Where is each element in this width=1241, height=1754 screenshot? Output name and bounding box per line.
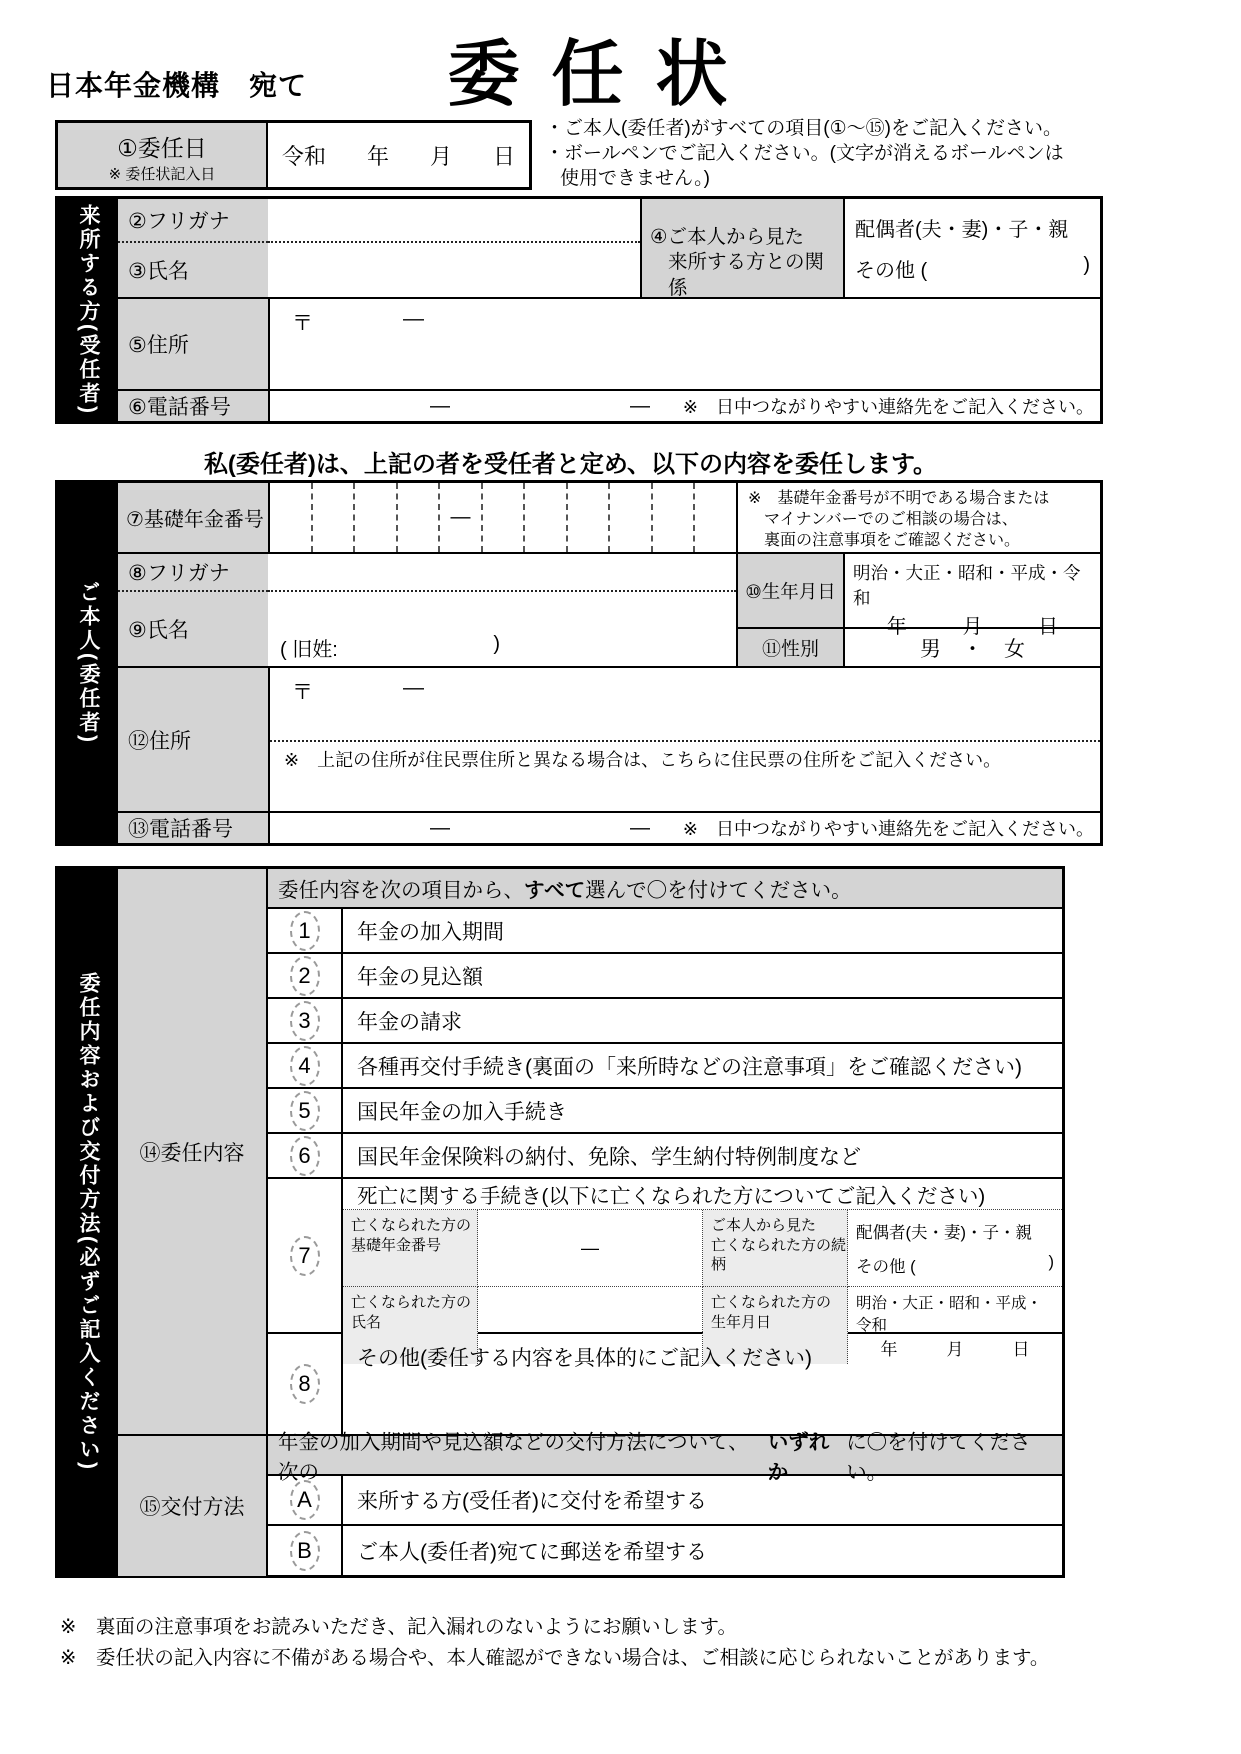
option-a-letter: A xyxy=(290,1480,320,1520)
label-line: 亡くなられた方の続柄 xyxy=(711,1236,847,1273)
delegation-item-8 xyxy=(268,1334,1062,1434)
addressee-label: 日本年金機構 宛て xyxy=(46,70,308,101)
label-line: 生年月日 xyxy=(711,1313,772,1331)
item-5-number: 5 xyxy=(290,1091,320,1131)
delivery-option-b xyxy=(268,1526,1062,1576)
option-b-circle-target[interactable] xyxy=(268,1526,343,1576)
principal-furigana-label: ⑧フリガナ xyxy=(118,554,268,592)
principal-phone-note: ※ 日中つながりやすい連絡先をご記入ください。 xyxy=(682,819,1094,839)
visitor-phone-label: ⑥電話番号 xyxy=(118,391,268,421)
principal-section-side-label: ご本人(委任者) xyxy=(77,581,100,745)
year-unit: 年 xyxy=(366,143,389,169)
pension-digit-cell[interactable] xyxy=(355,483,398,552)
delivery-method-label: ⑮交付方法 xyxy=(118,1436,268,1576)
pension-dash-cell: — xyxy=(440,483,483,552)
fill-instructions xyxy=(545,116,1115,191)
principal-pension-number-input xyxy=(268,483,738,552)
item-7-title: 死亡に関する手続き(以下に亡くなられた方についてご記入ください) xyxy=(357,1185,986,1208)
phone-dash: — xyxy=(430,816,450,839)
other-prefix: その他 ( xyxy=(855,260,928,282)
delegation-date-label-sub: ※ 委任状記入日 xyxy=(108,166,216,183)
deceased-pension-label xyxy=(343,1210,478,1287)
principal-section-sidebar xyxy=(58,483,118,843)
item-7-number: 7 xyxy=(290,1236,320,1276)
visitor-name-label: ③氏名 xyxy=(128,260,189,283)
instruction-line: ・ボールペンでご記入ください。(文字が消えるボールペンは xyxy=(545,143,1064,165)
delegation-section-sidebar xyxy=(58,869,118,1575)
item-8-circle-target[interactable] xyxy=(268,1334,343,1434)
item-3-circle-target[interactable] xyxy=(268,999,343,1042)
item-6-circle-target[interactable] xyxy=(268,1134,343,1177)
visitor-address-label: ⑤住所 xyxy=(118,299,268,389)
item-1-text: 年金の加入期間 xyxy=(357,920,504,944)
footer-note-line: ※ 裏面の注意事項をお読みいただき、記入漏れのないようにお願いします。 xyxy=(60,1616,737,1638)
delegation-date-input[interactable] xyxy=(268,123,529,187)
delivery-method-group xyxy=(118,1431,1062,1576)
delegation-item-1 xyxy=(268,909,1062,954)
visitor-address-row xyxy=(118,299,1100,391)
label-line: 亡くなられた方の xyxy=(351,1294,472,1311)
item-2-circle-target[interactable] xyxy=(268,954,343,997)
day-unit: 日 xyxy=(492,143,515,169)
option-b-letter: B xyxy=(290,1531,320,1571)
principal-gender-options[interactable]: 男 ・ 女 xyxy=(920,637,1025,661)
delegation-section xyxy=(55,866,1065,1578)
delegation-item-2 xyxy=(268,954,1062,999)
option-b-text: ご本人(委任者)宛てに郵送を希望する xyxy=(357,1541,707,1564)
visitor-section-sidebar xyxy=(58,199,118,421)
item-4-text: 各種再交付手続き(裏面の「来所時などの注意事項」をご確認ください) xyxy=(357,1055,1022,1079)
delegation-date-label-main: ①委任日 xyxy=(117,135,207,161)
pension-dash: — xyxy=(581,1237,599,1258)
principal-registered-address-input[interactable] xyxy=(270,740,1100,811)
delegation-contents-group xyxy=(118,869,1062,1436)
principal-gender-label: ⑪性別 xyxy=(761,639,819,661)
delegation-date-box xyxy=(55,120,532,190)
visitor-postal-line xyxy=(292,307,1100,337)
principal-address-label: ⑫住所 xyxy=(118,668,268,811)
item-7-circle-target[interactable] xyxy=(268,1179,343,1332)
postal-dash: — xyxy=(403,307,424,330)
delegation-date-label xyxy=(58,123,268,187)
other-suffix: ) xyxy=(1083,254,1090,276)
item-8-text: その他(委任する内容を具体的にご記入ください) xyxy=(357,1347,812,1370)
item-6-text: 国民年金保険料の納付、免除、学生納付特例制度など xyxy=(357,1145,861,1169)
deceased-relation-options xyxy=(848,1210,1062,1287)
pension-note-line: マイナンバーでのご相談の場合は、 xyxy=(764,510,1018,528)
pension-digit-cell[interactable] xyxy=(653,483,696,552)
principal-address-row xyxy=(118,668,1100,813)
principal-birth-gender-labels xyxy=(738,554,843,666)
delegation-statement: 私(委任者)は、上記の者を受任者と定め、以下の内容を委任します。 xyxy=(203,451,938,478)
deceased-relation-label xyxy=(703,1210,848,1287)
label-line: ご本人から見た xyxy=(711,1217,817,1234)
principal-phone-row xyxy=(118,813,1100,843)
maiden-suffix: ) xyxy=(493,632,500,655)
principal-birth-label: ⑩生年月日 xyxy=(738,554,843,629)
principal-name-input[interactable] xyxy=(268,592,736,628)
instruction-line: 使用できません。) xyxy=(560,168,710,190)
phone-dash: — xyxy=(630,816,650,839)
principal-section xyxy=(55,480,1103,846)
day-unit: 日 xyxy=(1038,616,1059,639)
visitor-relation-label-line2: 来所する方との関係 xyxy=(668,251,825,299)
postal-mark: 〒 xyxy=(292,681,313,705)
header-text: に〇を付けてください。 xyxy=(846,1431,1031,1484)
principal-phone-label: ⑬電話番号 xyxy=(118,813,268,843)
principal-birth-gender-inputs xyxy=(843,554,1100,666)
delegation-contents-header xyxy=(268,869,1062,909)
principal-name-label: ⑨氏名 xyxy=(128,619,189,643)
delivery-method-header xyxy=(268,1431,1062,1484)
pension-digit-cell[interactable] xyxy=(525,483,568,552)
principal-pension-row xyxy=(118,483,1100,554)
visitor-section xyxy=(55,196,1103,424)
item-4-circle-target[interactable] xyxy=(268,1044,343,1087)
footer-notes xyxy=(60,1612,1049,1674)
delegation-section-side-label: 委任内容および交付方法(必ずご記入ください) xyxy=(77,972,100,1472)
delegation-item-4 xyxy=(268,1044,1062,1089)
visitor-name-inputs xyxy=(268,199,640,297)
visitor-relation-label-line1: ④ご本人から見た xyxy=(650,226,804,248)
delegation-item-3 xyxy=(268,999,1062,1044)
visitor-phone-row xyxy=(118,391,1100,421)
pension-digit-cell[interactable] xyxy=(610,483,653,552)
principal-furigana-input[interactable] xyxy=(268,554,736,592)
delegation-contents-label: ⑭委任内容 xyxy=(118,869,268,1434)
label-line: 基礎年金番号 xyxy=(351,1236,442,1254)
principal-address-main-input[interactable] xyxy=(270,668,1100,740)
pension-digit-cell[interactable] xyxy=(695,483,736,552)
delegation-item-6 xyxy=(268,1134,1062,1179)
footer-note-line: ※ 委任状の記入内容に不備がある場合や、本人確認ができない場合は、ご相談に応じられないことがあります。 xyxy=(60,1647,1050,1670)
label-line: 氏名 xyxy=(351,1313,382,1331)
item-3-text: 年金の請求 xyxy=(357,1010,462,1034)
pension-note-line: ※ 基礎年金番号が不明である場合または xyxy=(748,490,1050,507)
item-5-circle-target[interactable] xyxy=(268,1089,343,1132)
day-unit: 日 xyxy=(1012,1340,1030,1359)
item-2-number: 2 xyxy=(290,956,320,996)
option-a-circle-target[interactable] xyxy=(268,1476,343,1524)
principal-postal-line xyxy=(292,676,1100,706)
year-unit: 年 xyxy=(886,616,907,639)
item-5-text: 国民年金の加入手続き xyxy=(357,1100,567,1124)
header-text: 委任内容を次の項目から、 xyxy=(278,879,524,902)
header-text-bold: すべて xyxy=(524,879,586,902)
visitor-relation-choice-family[interactable]: 配偶者(夫・妻)・子・親 xyxy=(855,219,1069,241)
deceased-pension-input[interactable] xyxy=(478,1210,703,1287)
principal-name-labels xyxy=(118,554,268,666)
visitor-name-input[interactable] xyxy=(268,243,640,297)
other-suffix: ) xyxy=(1048,1253,1054,1271)
instruction-line: ・ご本人(委任者)がすべての項目(①～⑮)をご記入ください。 xyxy=(545,118,1062,139)
form-title: 委 任 状 xyxy=(447,35,734,115)
principal-maiden-name-input[interactable] xyxy=(268,628,736,666)
deceased-birth-era-options[interactable]: 明治・大正・昭和・平成・令和 xyxy=(856,1295,1043,1334)
item-3-number: 3 xyxy=(290,1001,320,1041)
item-8-number: 8 xyxy=(290,1364,320,1404)
visitor-phone-input[interactable] xyxy=(268,391,1100,421)
principal-name-inputs xyxy=(268,554,738,666)
delegation-item-5 xyxy=(268,1089,1062,1134)
item-1-number: 1 xyxy=(290,911,320,951)
header-text: 選んで〇を付けてください。 xyxy=(585,879,852,902)
visitor-relation-choice-other[interactable] xyxy=(855,254,1090,283)
month-unit: 月 xyxy=(946,1340,964,1359)
visitor-phone-note: ※ 日中つながりやすい連絡先をご記入ください。 xyxy=(682,397,1094,417)
principal-pension-label: ⑦基礎年金番号 xyxy=(118,483,268,552)
item-4-number: 4 xyxy=(290,1046,320,1086)
visitor-furigana-label: ②フリガナ xyxy=(118,199,268,243)
item-1-circle-target[interactable] xyxy=(268,909,343,952)
pension-digit-cell[interactable] xyxy=(568,483,611,552)
principal-birth-input[interactable] xyxy=(845,554,1100,639)
principal-pension-note xyxy=(738,483,1100,552)
item-2-text: 年金の見込額 xyxy=(357,965,483,989)
phone-dash: — xyxy=(430,394,450,417)
visitor-relation-options xyxy=(845,199,1100,297)
pension-digit-cell[interactable] xyxy=(483,483,526,552)
pension-digit-cell[interactable] xyxy=(313,483,356,552)
principal-address-note: ※ 上記の住所が住民票住所と異なる場合は、こちらに住民票の住所をご記入ください。 xyxy=(284,750,1002,771)
pension-note-line: 裏面の注意事項をご確認ください。 xyxy=(764,531,1021,549)
option-a-text: 来所する方(受任者)に交付を希望する xyxy=(357,1490,707,1513)
maiden-prefix: ( 旧姓: xyxy=(280,638,338,661)
deceased-relation-choice-other[interactable] xyxy=(856,1253,1054,1277)
year-unit: 年 xyxy=(880,1340,898,1359)
pension-digit-cell[interactable] xyxy=(270,483,313,552)
label-line: 亡くなられた方の xyxy=(351,1217,472,1234)
other-prefix: その他 ( xyxy=(856,1258,916,1276)
visitor-name-row xyxy=(118,199,1100,299)
principal-phone-input[interactable] xyxy=(268,813,1100,843)
phone-dash: — xyxy=(630,394,650,417)
postal-dash: — xyxy=(403,676,424,700)
visitor-name-labels xyxy=(118,199,268,297)
visitor-section-side-label: 来所する方(受任者) xyxy=(77,204,100,416)
header-text: 年金の加入期間や見込額などの交付方法について、次の xyxy=(278,1431,749,1484)
visitor-relation-label xyxy=(640,199,845,297)
delivery-option-a xyxy=(268,1476,1062,1526)
item-8-input[interactable] xyxy=(343,1334,1062,1434)
month-unit: 月 xyxy=(962,616,983,639)
visitor-address-input[interactable] xyxy=(268,299,1100,389)
item-6-number: 6 xyxy=(290,1136,320,1176)
principal-name-row xyxy=(118,554,1100,668)
month-unit: 月 xyxy=(429,143,452,169)
pension-digit-cell[interactable] xyxy=(398,483,441,552)
label-line: 亡くなられた方の xyxy=(711,1294,832,1311)
birth-era-options[interactable]: 明治・大正・昭和・平成・令和 xyxy=(853,563,1081,609)
visitor-furigana-input[interactable] xyxy=(268,199,640,243)
era-label: 令和 xyxy=(282,143,327,169)
header-text-bold: いずれか xyxy=(767,1431,830,1484)
postal-mark: 〒 xyxy=(292,312,313,335)
principal-address-input xyxy=(268,668,1100,811)
deceased-relation-choice-family[interactable]: 配偶者(夫・妻)・子・親 xyxy=(856,1224,1032,1242)
